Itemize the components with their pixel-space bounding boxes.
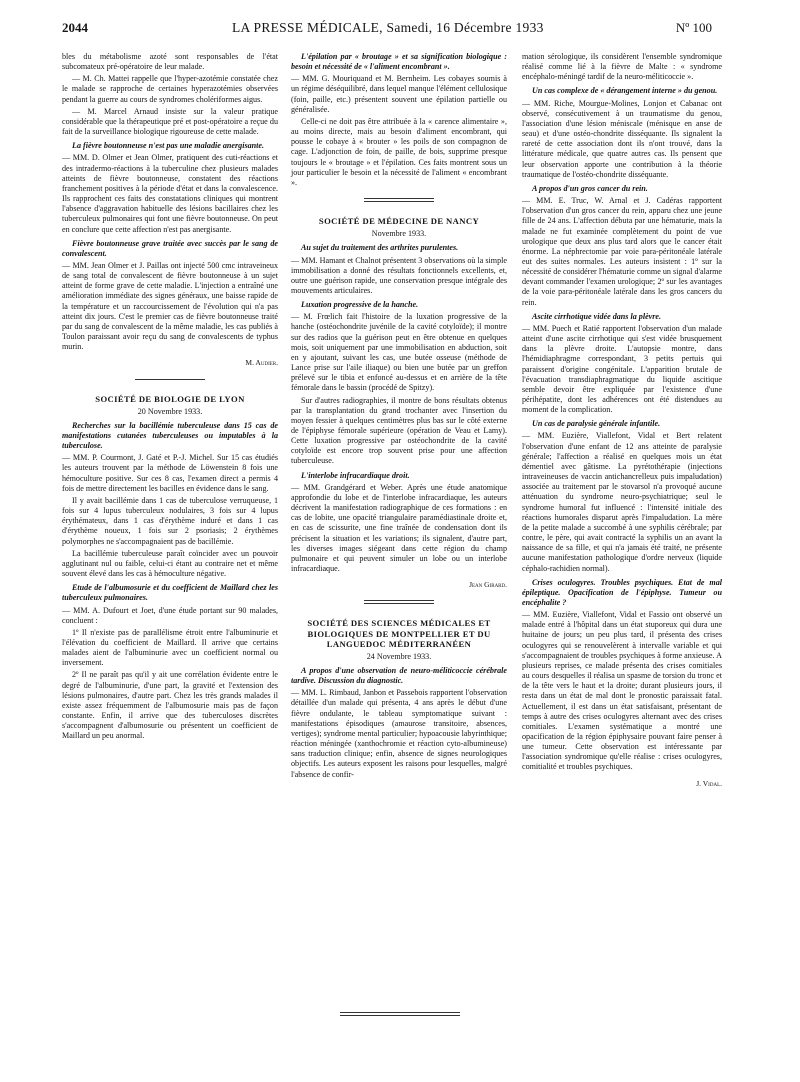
paragraph: — MM. L. Rimbaud, Janbon et Passebois rapportent l'observation détaillée d'un malade qui présenta, 4 ans après le début d'une fièvre ondulante, le tableau symptomatique suivant : manifestations épisodiques (amaurose transitoire, absences, vertiges); syndrome mental particulier; hypoacousie labyrinthique; réaction méningée (xanthochromie et réaction cyto-albumineuse) sans traduction clinique; enfin, absence de signes neurologiques objectifs. Les auteurs exposent les raisons pour lesquelles, malgré l'absence de confir- xyxy=(291,688,507,779)
paragraph: bles du métabolisme azoté sont responsables de l'état subcomateux pré-opératoire de leur malade. xyxy=(62,52,278,72)
paragraph: Il y avait bacillémie dans 1 cas de tuberculose verruqueuse, 1 fois sur 4 lupus tuberculeux nodulaires, 3 fois sur 4 lupus érythémateux, dans 1 cas d'érythème induré et dans 1 cas d'érythème noueux, 1 fois sur 2 psoriasis; 2 érythèmes polymorphes ne s'accompagnaient pas de bacillémie. xyxy=(62,495,278,546)
column-right xyxy=(522,52,722,791)
paragraph: mation sérologique, ils considèrent l'ensemble syndromique réalisé comme lié à la fièvre de Malte : « syndrome encéphalo-méningé tardif de la neuro-méliticoccie ». xyxy=(522,52,722,82)
paragraph: — MM. Jean Olmer et J. Paillas ont injecté 500 cmc intraveineux de sang total de convalescent de fièvre boutonneuse à un sujet atteint de forme grave de cette maladie. L'injection a entraîné une amélioration immédiate des signes généraux, une baisse rapide de la température et un raccourcissement de l'évolution qui n'a pas atteint dix jours. C'est le premier cas de fièvre boutonneuse traité par du sang de convalescent de la même maladie, les cas publiés à Toulon paraissant avoir reçu du sang de convalescents de typhus murin. xyxy=(62,260,278,352)
article-heading: L'épilation par « broutage » et sa signification biologique : besoin et nécessité de « l'aliment encombrant ». xyxy=(291,52,507,72)
article-heading: Un cas complexe de « dérangement interne » du genou. xyxy=(532,86,718,96)
article-heading: Etude de l'albumosurie et du coefficient de Maillard chez les tuberculeux pulmonaires. xyxy=(62,583,278,603)
session-date: Novembre 1933. xyxy=(371,229,427,239)
paragraph: — MM. Euzière, Viallefont, Vidal et Fassio ont observé un malade entré à l'hôpital dans un état stuporeux qui dura une huitaine de jours; un peu plus tard, il présenta des crises oculogyres qui se renouvelèrent à intervalle variable et qui s'accompagnaient de troubles psychiques à forme anxieuse. A plusieurs reprises, ce malade présenta des crises comitiales au cours desquelles il réalisa un spasme de torsion du tronc et de la tête vers le haut et la droite; durant plusieurs jours, il resta dans un état de mal dont le pronostic paraissait fatal. Actuellement, il est dans un état satisfaisant, présentant de temps à autre des crises oculogyres alternant avec des crises comitiales. L'examen systématique a montré une opacification de la région épiphysaire pouvant faire penser à une tumeur. Cette observation est intéressante par l'association syndromique qu'elle réalise : crises oculogyres, comitialité et troubles psychiques. xyxy=(522,610,722,772)
paragraph: Sur d'autres radiographies, il montre de bons résultats obtenus par la transplantation du grand trochanter avec l'insertion du moyen fessier à quelques centimètres plus bas sur le côté externe de l'épiphyse fémorale supérieure (opération de Veau et Lamy). Cette luxation progressive par ostéochondrite de la cavité cotyloïde est encore trop souvent prise pour une affection tuberculeuse. xyxy=(291,395,507,466)
paragraph: Celle-ci ne doit pas être attribuée à la « carence alimentaire », au moins directe, mais au besoin d'aliment encombrant, qui pousse le cobaye à « brouter » les poils de son compagnon de cage. L'adjonction de foin, de paille, de bois, supprime presque toujours le « broutage » et l'épilation. Ces faits montrent sous un jour particulier le besoin et la nécessité de l'aliment « encombrant ». xyxy=(291,116,507,187)
issue-number: Nº 100 xyxy=(675,20,712,35)
paragraph: — M. Ch. Mattei rappelle que l'hyper-azotémie constatée chez le malade se rapproche de certaines hyperazotémies observées pendant la guerre au cours de syndromes cholériformes aigus. xyxy=(62,74,278,104)
society-heading: SOCIÉTÉ DES SCIENCES MÉDICALES ET BIOLOGIQUES DE MONTPELLIER ET DU LANGUEDOC MÉDITERRANÉEN xyxy=(307,618,491,649)
paragraph: — MM. Euzière, Viallefont, Vidal et Bert relatent l'observation d'une enfant de 12 ans atteinte de paralysie générale; l'affection a réalisé en quelques mois un état démentiel avec gâtisme. La pyrétothérapie (injections intraveineuses de vaccin antichancrelleux puis impaludation) associée au traitement par le stovarsol n'a provoqué aucune atténuation du syndrome neuro-psychiatrique; seul le syndrome humoral fut influencé : l'intensité initiale des réactions humorales disparut après l'impaludation. La mère de la petite malade a succombé à une syphilis cérébrale; par contre, le père, qui avait contracté la syphilis un an avant la naissance de sa fille, et qui n'a jamais été traité, ne présente aucune manifestation pathologique d'ordre nerveux (liquide céphalo-rachidien normal). xyxy=(522,431,722,573)
paragraph: — MM. A. Dufourt et Joet, d'une étude portant sur 90 malades, concluent : xyxy=(62,605,278,625)
article-heading: A propos d'une observation de neuro-méliticoccie cérébrale tardive. Discussion du diagnostic. xyxy=(291,665,507,686)
paragraph: — M. Frœlich fait l'histoire de la luxation progressive de la hanche (ostéochondrite juvénile de la cavité cotyloïde); il montre sur des radios que la guérison peut en être obtenue en quelques mois, soit uniquement par une immobilisation en abduction, soit en y ajoutant, suivant les cas, une butée osseuse (méthode de Lance prise sur l'aile iliaque) ou bien une butée par un greffon prélevé sur le tibia et enfoncé au-dessus et en arrière de la tête fémorale dans le bassin (procédé de Spitzy). xyxy=(291,312,507,393)
article-heading: Luxation progressive de la hanche. xyxy=(301,300,419,310)
paragraph: — MM. G. Mouriquand et M. Bernheim. Les cobayes soumis à un régime déséquilibré, dans lequel manque l'élément cellulosique (foin, paille, etc.) présentent souvent une épilation partielle ou généralisée. xyxy=(291,74,507,114)
page-number: 2044 xyxy=(62,20,88,35)
paragraph: 2º Il ne paraît pas qu'il y ait une corrélation évidente entre le degré de l'albuminurie, d'une part, la gravité et l'extension des lésions pulmonaires, d'autre part. Chez les très grands malades il existe assez fréquemment de l'albumosurie mais pas de façon constante. Enfin, il arrive que des tuberculoses discrètes s'accompagnent d'albumosurie ou présentent un coefficient de Maillard un peu anormal. xyxy=(62,670,278,741)
paragraph: — MM. P. Courmont, J. Gaté et P.-J. Michel. Sur 15 cas étudiés les auteurs trouvent par la méthode de Löwenstein 8 fois une hémoculture positive. Sur ces 8 cas, l'examen direct a permis 4 fois de mettre directement les bacilles en évidence dans le sang. xyxy=(62,453,278,493)
paragraph: — MM. D. Olmer et Jean Olmer, pratiquent des cuti-réactions et des intradermo-réactions à la tuberculine chez plusieurs malades atteints de fièvre boutonneuse, constatent des réactions franchement positives à la période d'état et dans la convalescence. Ils rapprochent ces faits des constatations cliniques qui montrent l'absence d'aggravation habituelle des lésions bacillaires chez les tuberculeux pulmonaires qui font une fièvre boutonneuse. On peut en conclure que cette affection n'est pas anergisante. xyxy=(62,153,278,234)
article-heading: A propos d'un gros cancer du rein. xyxy=(532,183,648,193)
paragraph: — MM. Riche, Mourgue-Molines, Lonjon et Cabanac ont observé, consécutivement à un traumatisme du genou, l'association d'une lésion méniscale (ménisque en anse de seau) et d'une ostéo-chondrite disséquante. Ils signalent la rareté de cette association dont ils n'ont trouvé, dans la littérature médicale, que quatre autres cas. Ils pensent que leur observation apporte une contribution à la théorie traumatique de l'ostéo-chondrite disséquante. xyxy=(522,98,722,179)
column-left xyxy=(62,52,278,744)
article-heading: La fièvre boutonneuse n'est pas une maladie anergisante. xyxy=(72,141,265,151)
paragraph: — M. Marcel Arnaud insiste sur la valeur pratique considérable que la thérapeutique pré et post-opératoire a reçue du fait de la surveillance biologique rigoureuse de cette malade. xyxy=(62,106,278,137)
article-heading: Un cas de paralysie générale infantile. xyxy=(532,419,661,429)
session-date: 24 Novembre 1933. xyxy=(366,651,432,661)
bottom-divider xyxy=(340,1012,460,1016)
page-header xyxy=(62,20,712,42)
paragraph: — MM. Grandgérard et Weber. Après une étude anatomique approfondie du lobe et de l'interlobe infracardiaque, les auteurs décrivent la manifestation radiographique de ces formations : en cas de lobite, une opacité triangulaire paramédiastinale droite et, en cas de scissurite, une fine traînée de condensation dont ils précisent la situation et les variations; ils signalent, d'autre part, les diverses images siégeant dans cette région du champ pulmonaire et qui peuvent simuler un lobe ou un interlobe infracardiaque. xyxy=(291,482,507,574)
society-heading: SOCIÉTÉ DE BIOLOGIE DE LYON xyxy=(95,393,245,404)
article-heading: Ascite cirrhotique vidée dans la plèvre. xyxy=(532,311,662,321)
signature: M. Audier. xyxy=(245,358,278,368)
divider xyxy=(364,198,434,202)
article-heading: Recherches sur la bacillémie tuberculeuse dans 15 cas de manifestations cutanées tuberculeuses ou imputables à la tuberculose. xyxy=(62,420,278,451)
paragraph: — MM. E. Truc, W. Arnal et J. Cadéras rapportent l'observation d'un gros cancer du rein, apparu chez une jeune fille de 24 ans. L'affection débuta par une hématurie, mais la malade ne fut examinée complètement du point de vue urologique que deux ans plus tard alors que le cancer était énorme. La néphrectomie par voie para-péritonéale latérale eut des suites normales. Les auteurs insistent : 1º sur la nécessité de considérer l'hématurie comme un signal d'alarme devant commander l'examen urologique; 2º sur les avantages de la voie para-péritonéale latérale dans les gros cancers du rein. xyxy=(522,196,722,307)
paragraph: — MM. Puech et Ratié rapportent l'observation d'un malade atteint d'une ascite cirrhotique qui s'est vidée brusquement dans la plèvre droite. L'autopsie montre, dans l'hémidiaphragme correspondant, 3 petits pertuis qui paraissent d'origine congénitale. L'apparition brutale de l'évacuation transdiaphragmatique du liquide ascitique semble devoir être expliquée par l'existence d'une périhépatite, dont les adhérences ont été distendues au moment de la complication. xyxy=(522,323,722,415)
paragraph: — MM. Hamant et Chalnot présentent 3 observations où la simple immobilisation a donné des résultats fonctionnels excellents, et, outre une guérison rapide, une conservation presque intégrale des mouvements articulaires. xyxy=(291,255,507,295)
journal-title: LA PRESSE MÉDICALE, Samedi, 16 Décembre 1933 xyxy=(232,20,544,35)
article-heading: Au sujet du traitement des arthrites purulentes. xyxy=(301,243,459,253)
article-heading: L'interlobe infracardiaque droit. xyxy=(301,470,410,480)
article-heading: Crises oculogyres. Troubles psychiques. Etat de mal épileptique. Opacification de l'épiphyse. Tumeur ou encéphalite ? xyxy=(522,577,722,607)
divider xyxy=(364,600,434,604)
session-date: 20 Novembre 1933. xyxy=(137,406,203,416)
column-middle xyxy=(291,52,507,782)
signature: J. Vidal. xyxy=(696,778,722,788)
divider xyxy=(135,379,205,380)
article-heading: Fièvre boutonneuse grave traitée avec succès par le sang de convalescent. xyxy=(62,238,278,258)
paragraph: La bacillémie tuberculeuse paraît coïncider avec un pouvoir agglutinant nul ou faible, celui-ci étant au contraire net et même souvent élevé dans les cas à hémoculture négative. xyxy=(62,548,278,579)
society-heading: SOCIÉTÉ DE MÉDECINE DE NANCY xyxy=(318,216,480,227)
paragraph: 1º Il n'existe pas de parallélisme étroit entre l'albuminurie et l'élévation du coefficient de Maillard. Il arrive que certains malades aient de l'albuminurie avec un coefficient normal ou inversement. xyxy=(62,627,278,668)
signature: Jean Girard. xyxy=(469,580,507,590)
